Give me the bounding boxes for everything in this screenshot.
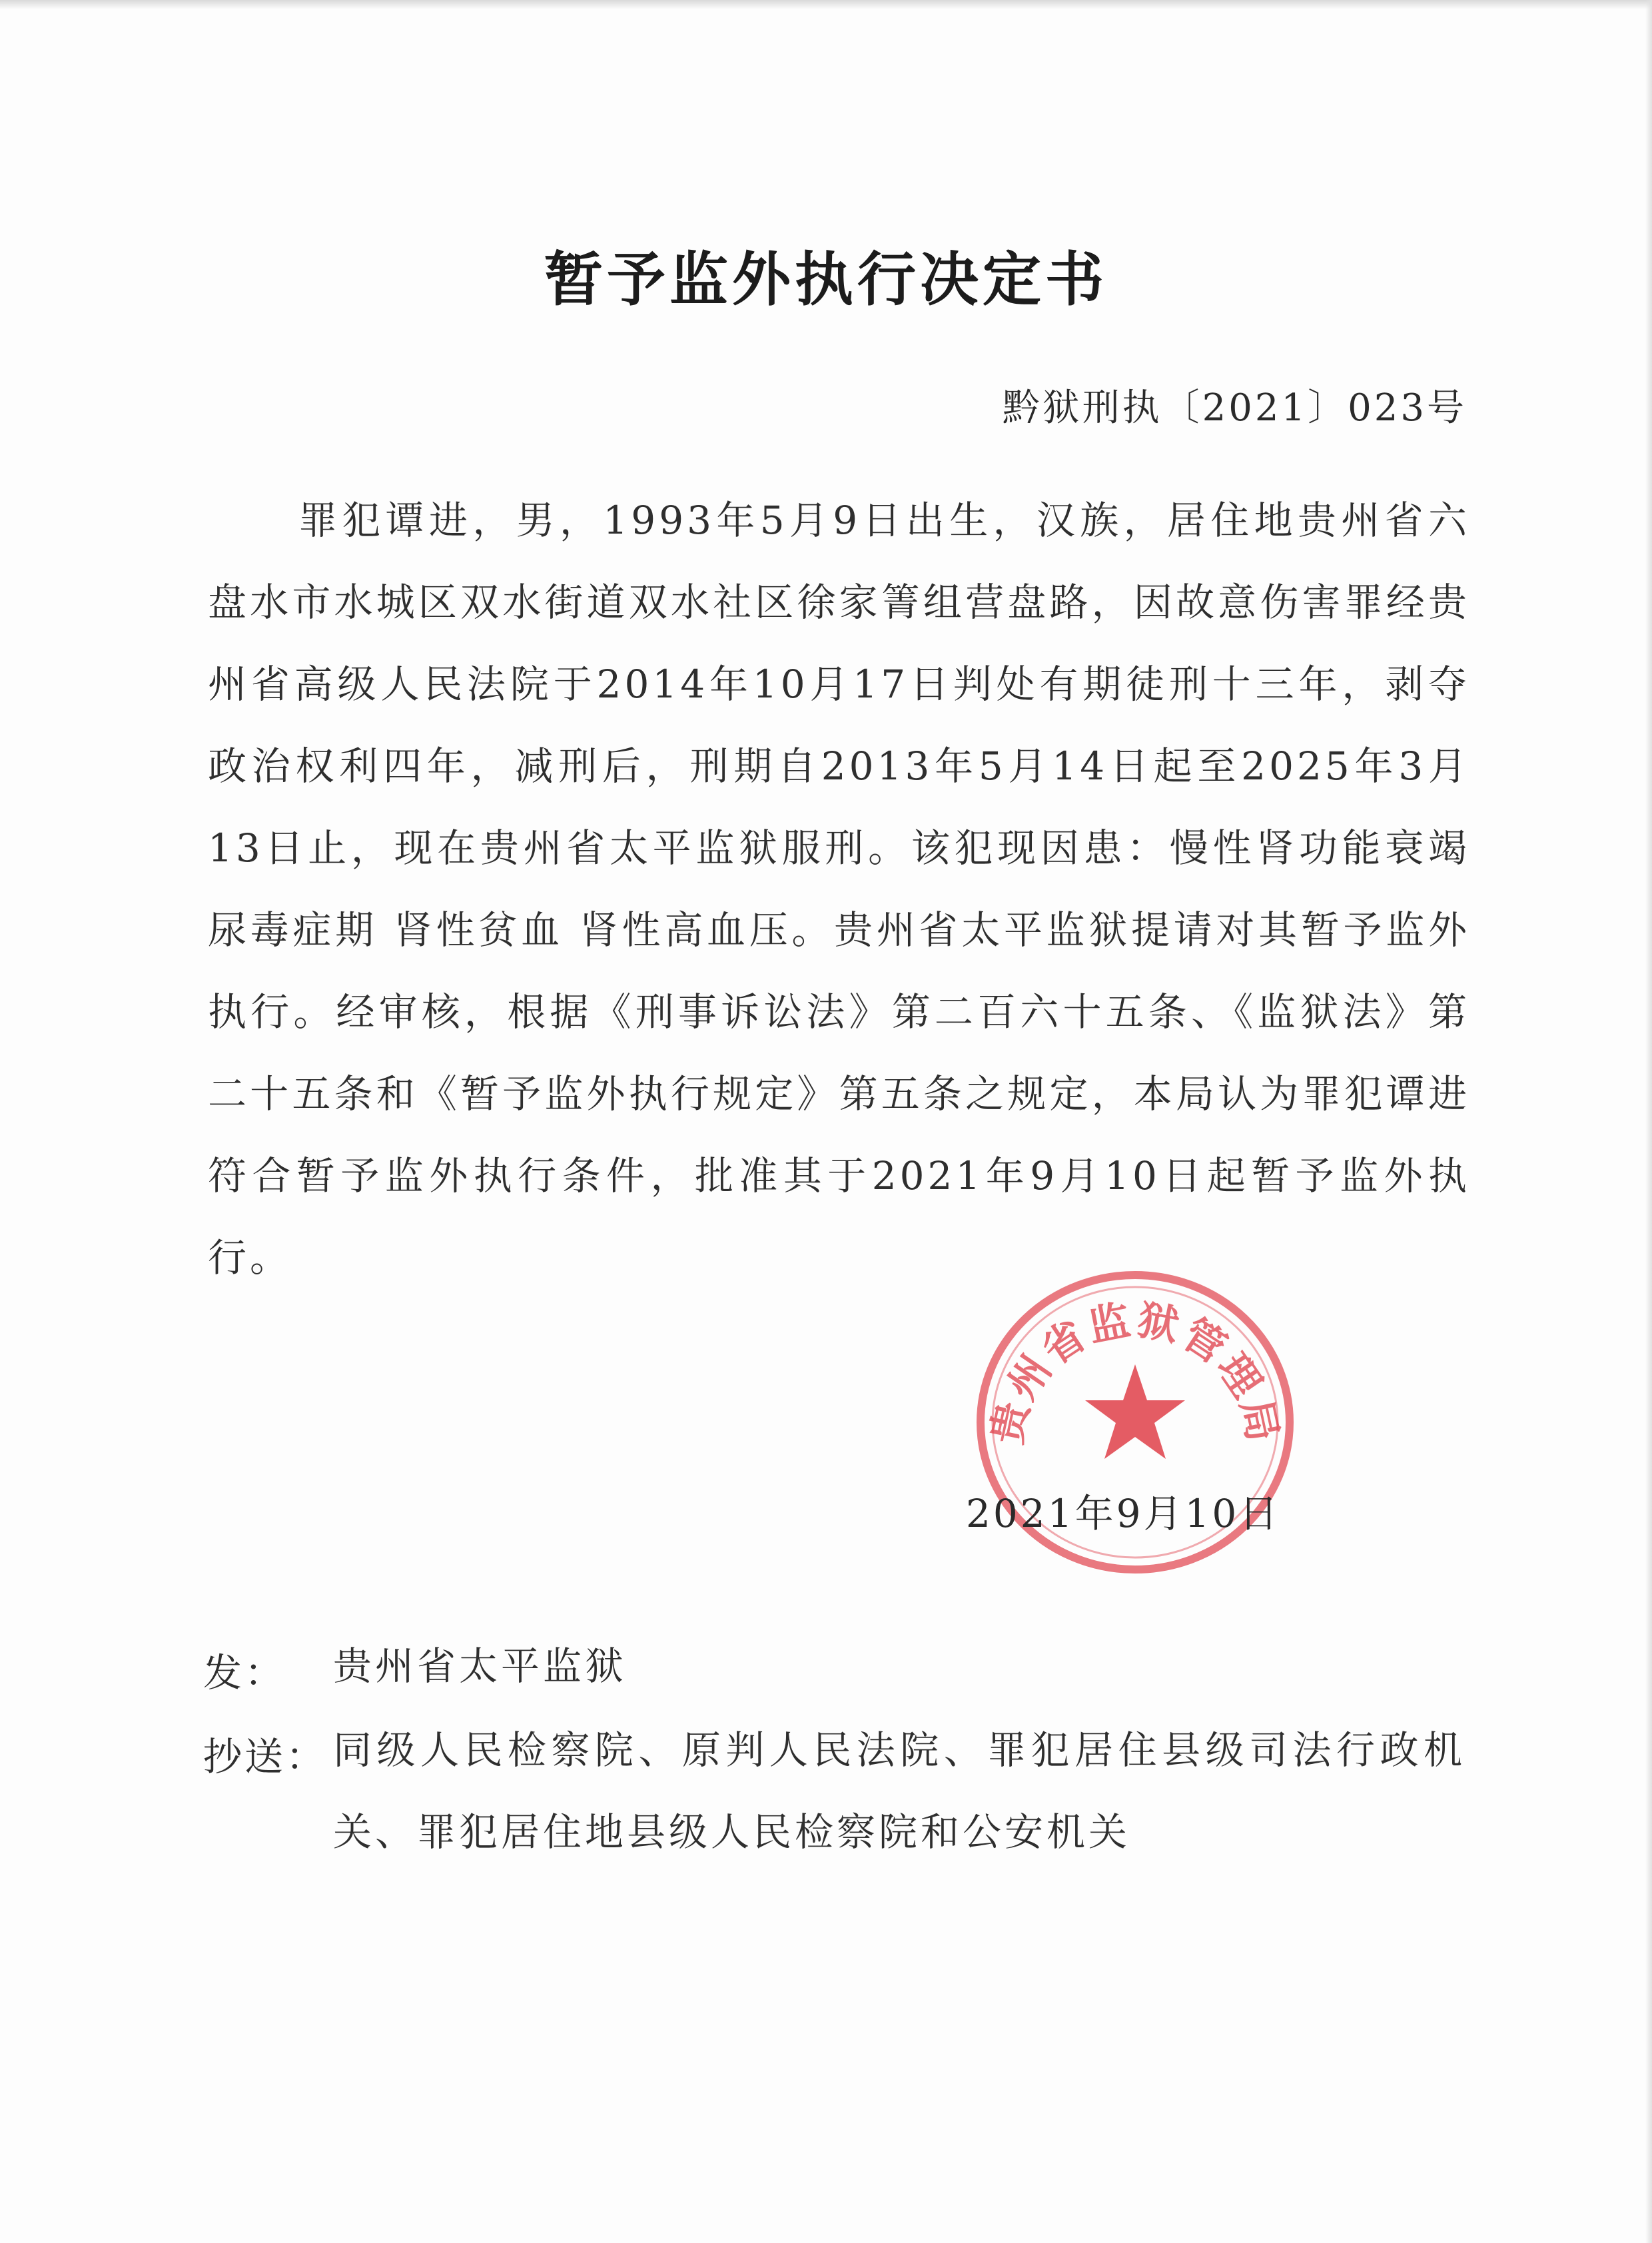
document-number: 黔狱刑执〔2021〕023号 <box>1002 386 1467 430</box>
cc-recipients: 同级人民检察院、原判人民法院、罪犯居住县级司法行政机关、罪犯居住地县级人民检察院和公安机关 <box>333 1727 1465 1855</box>
seal-text: 贵州省监狱管理局 <box>982 1294 1288 1448</box>
document-title: 暂予监外执行决定书 <box>544 245 1108 314</box>
send-label: 发： <box>203 1650 286 1695</box>
cc-label: 抄送： <box>203 1734 328 1779</box>
send-recipient: 贵州省太平监狱 <box>333 1643 627 1689</box>
seal-star-icon <box>1085 1364 1185 1459</box>
issue-date: 2021年9月10日 <box>966 1491 1281 1536</box>
scan-edge <box>1645 0 1652 2243</box>
decision-body: 罪犯谭进，男，1993年5月9日出生，汉族，居住地贵州省六盘水市水城区双水街道双水社区徐家箐组营盘路，因故意伤害罪经贵州省高级人民法院于2014年10月17日判处有期徒刑十三年，剥夺政治权利四年，减刑后，刑期自2013年5月14日起至2025年3月13日止，现在贵州省太平监狱服刑。该犯现因患：慢性肾功能衰竭 尿毒症期 肾性贫血 肾性高血压。贵州省太平监狱提请对其暂予监外执行。经审核，根据《刑事诉讼法》第二百六十五条、《监狱法》第二十五条和《暂予监外执行规定》第五条之规定，本局认为罪犯谭进符合暂予监外执行条件，批准其于2021年9月10日起暂予监外执行。 <box>208 498 1470 1280</box>
scan-edge <box>0 0 1652 9</box>
